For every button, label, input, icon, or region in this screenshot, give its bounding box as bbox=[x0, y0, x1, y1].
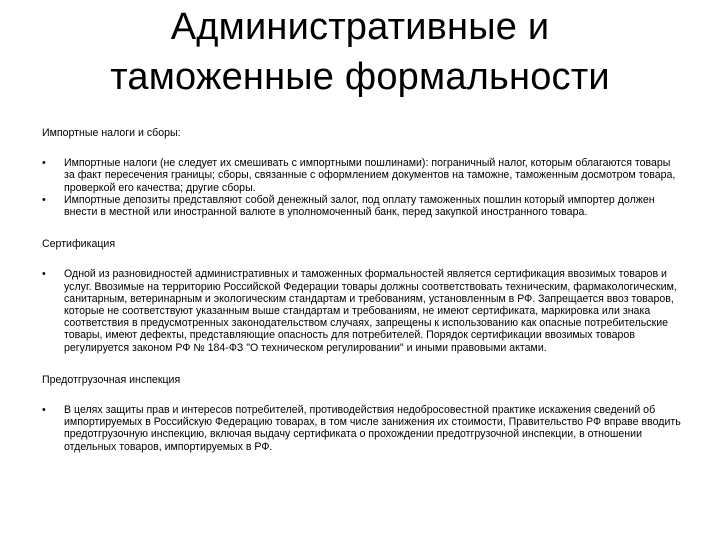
slide-title-line-2: таможенные формальности bbox=[110, 56, 610, 98]
section-heading: Сертификация bbox=[42, 238, 116, 251]
bullet-text: В целях защиты прав и интересов потребителей, противодействия недобросовестной практике искажения сведений об импортируемых в Российскую Федерацию товарах, в том числе занижения их стоимости, Правительство РФ вправе вводить предотгрузочную инспекцию, включая выдачу сертификата о прохождении предотгрузочной инспекции, в отношении отдельных товаров, импортируемых в РФ. bbox=[64, 404, 681, 453]
bullet-list bbox=[42, 404, 682, 453]
list-item bbox=[42, 194, 682, 218]
bullet-text: Одной из разновидностей административных и таможенных формальностей является сертификация ввозимых товаров и услуг. Ввозимые на территорию Российской Федерации товары должны соответствовать техническим, фармакологическим, санитарным, ветеринарным и экологическим стандартам и требованиям, установленным в РФ. Запрещается ввоз товаров, которые не соответствуют указанным выше стандартам и требованиям, не имеют сертификата, маркировка или знака соответствия в предусмотренных законодательством случаях, запрещены к использованию как опасные потребительские товары, имеют дефекты, представляющие опасность для потребителей. Порядок сертификации ввозимых товаров регулируется законом РФ № 184-ФЗ "О техническом регулировании" и иными правовыми актами. bbox=[64, 268, 677, 354]
list-item bbox=[42, 404, 682, 453]
section-heading: Импортные налоги и сборы: bbox=[42, 127, 181, 139]
slide-title bbox=[60, 2, 660, 102]
list-item bbox=[42, 268, 682, 353]
bullet-icon: • bbox=[42, 193, 46, 206]
bullet-icon: • bbox=[42, 404, 46, 417]
slide-body bbox=[42, 127, 682, 453]
section-heading: Предотгрузочная инспекция bbox=[42, 373, 181, 386]
section-certification bbox=[42, 238, 682, 354]
bullet-list bbox=[42, 157, 682, 218]
bullet-text: Импортные налоги (не следует их смешивать с импортными пошлинами): пограничный налог, которым облагаются товары за факт пересечения границы; сборы, связанные с оформлением документов на таможне, таможенным досмотром товара, проверкой его качества; другие сборы. bbox=[64, 157, 676, 194]
list-item bbox=[42, 157, 682, 194]
bullet-list bbox=[42, 268, 682, 353]
section-preshipment-inspection bbox=[42, 374, 682, 453]
slide-title-line-1: Административные и bbox=[170, 6, 550, 48]
section-import-taxes bbox=[42, 127, 682, 218]
bullet-text: Импортные депозиты представляют собой денежный залог, под оплату таможенных пошлин который импортер должен внести в местной или иностранной валюте в уполномоченный банк, перед закупкой иностранного товара. bbox=[64, 193, 655, 219]
bullet-icon: • bbox=[42, 268, 46, 281]
bullet-icon: • bbox=[42, 157, 46, 170]
